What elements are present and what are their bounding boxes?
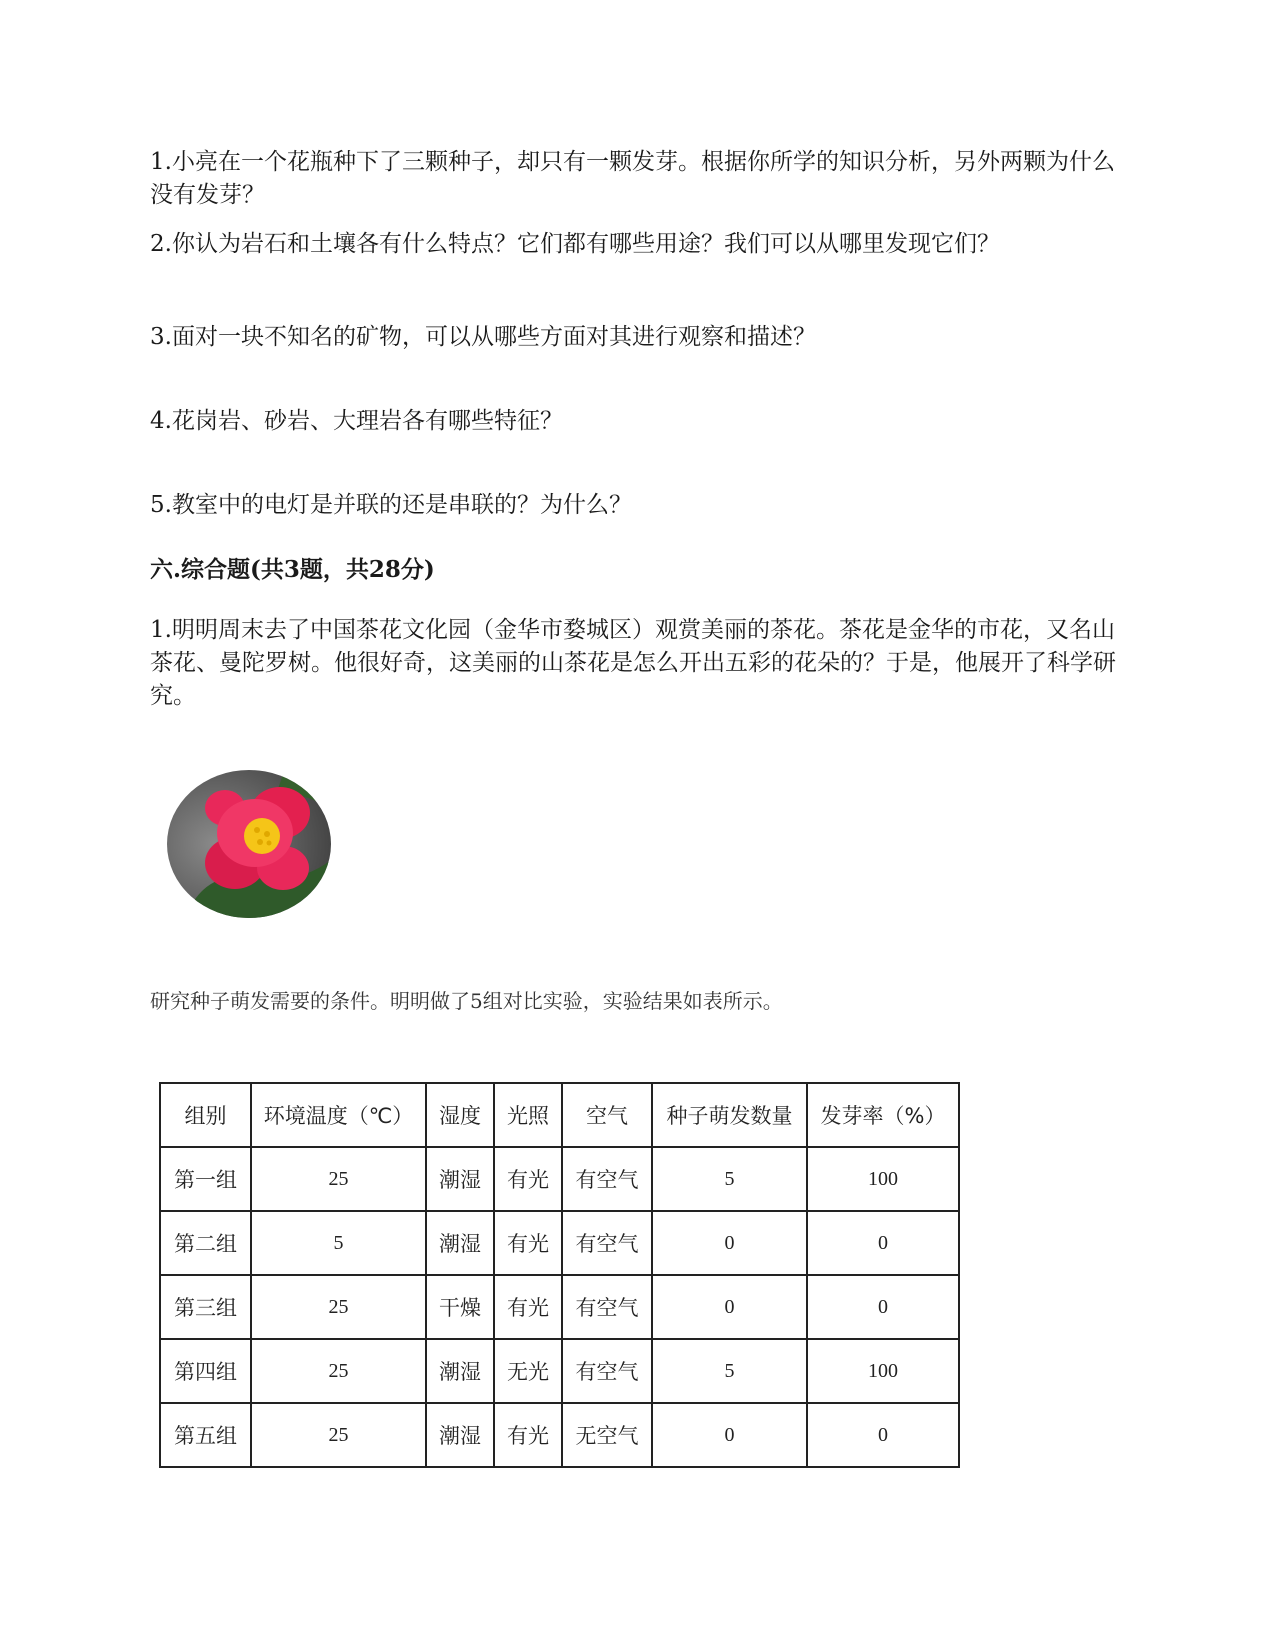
header-air: 空气 (562, 1083, 652, 1147)
camellia-flower-image (165, 768, 333, 920)
cell-group: 第三组 (160, 1275, 251, 1339)
cell-light: 有光 (494, 1211, 562, 1275)
question-2: 2.你认为岩石和土壤各有什么特点？它们都有哪些用途？我们可以从哪里发现它们？ (150, 231, 1000, 257)
cell-group: 第一组 (160, 1147, 251, 1211)
cell-rate: 100 (807, 1147, 959, 1211)
table-row (160, 1211, 959, 1275)
header-light: 光照 (494, 1083, 562, 1147)
header-group: 组别 (160, 1083, 251, 1147)
cell-light: 有光 (494, 1403, 562, 1467)
cell-rate: 0 (807, 1211, 959, 1275)
header-germination-rate: 发芽率（%） (807, 1083, 959, 1147)
cell-temperature: 25 (251, 1275, 426, 1339)
cell-light: 无光 (494, 1339, 562, 1403)
cell-air: 有空气 (562, 1339, 652, 1403)
question-3: 3.面对一块不知名的矿物，可以从哪些方面对其进行观察和描述？ (150, 324, 816, 350)
cell-count: 0 (652, 1403, 807, 1467)
cell-humidity: 潮湿 (426, 1147, 494, 1211)
cell-light: 有光 (494, 1147, 562, 1211)
cell-temperature: 5 (251, 1211, 426, 1275)
header-temperature: 环境温度（℃） (251, 1083, 426, 1147)
cell-humidity: 潮湿 (426, 1211, 494, 1275)
table-row (160, 1403, 959, 1467)
cell-count: 5 (652, 1339, 807, 1403)
cell-rate: 100 (807, 1339, 959, 1403)
table-row (160, 1147, 959, 1211)
cell-humidity: 潮湿 (426, 1339, 494, 1403)
cell-air: 有空气 (562, 1275, 652, 1339)
header-germination-count: 种子萌发数量 (652, 1083, 807, 1147)
cell-group: 第二组 (160, 1211, 251, 1275)
cell-air: 有空气 (562, 1147, 652, 1211)
cell-count: 0 (652, 1211, 807, 1275)
cell-air: 无空气 (562, 1403, 652, 1467)
question-4: 4.花岗岩、砂岩、大理岩各有哪些特征？ (150, 408, 563, 434)
header-humidity: 湿度 (426, 1083, 494, 1147)
cell-group: 第五组 (160, 1403, 251, 1467)
cell-light: 有光 (494, 1275, 562, 1339)
experiment-intro: 研究种子萌发需要的条件。明明做了5组对比实验，实验结果如表所示。 (150, 989, 783, 1013)
cell-rate: 0 (807, 1275, 959, 1339)
table-header-row (160, 1083, 959, 1147)
cell-humidity: 潮湿 (426, 1403, 494, 1467)
cell-temperature: 25 (251, 1339, 426, 1403)
table-row (160, 1339, 959, 1403)
cell-temperature: 25 (251, 1147, 426, 1211)
cell-humidity: 干燥 (426, 1275, 494, 1339)
cell-air: 有空气 (562, 1211, 652, 1275)
question-1: 1.小亮在一个花瓶种下了三颗种子，却只有一颗发芽。根据你所学的知识分析，另外两颗为什么没有发芽？ (150, 149, 1115, 208)
cell-rate: 0 (807, 1403, 959, 1467)
question-5: 5.教室中的电灯是并联的还是串联的？为什么？ (150, 492, 632, 518)
cell-group: 第四组 (160, 1339, 251, 1403)
cell-temperature: 25 (251, 1403, 426, 1467)
section-heading: 六.综合题(共3题，共28分) (150, 556, 435, 583)
table-row (160, 1275, 959, 1339)
cell-count: 0 (652, 1275, 807, 1339)
comprehensive-question-1: 1.明明周末去了中国茶花文化园（金华市婺城区）观赏美丽的茶花。茶花是金华的市花，又名山茶花、曼陀罗树。他很好奇，这美丽的山茶花是怎么开出五彩的花朵的？于是，他展开了科学研究。 (150, 617, 1116, 709)
germination-table (159, 1082, 960, 1468)
cell-count: 5 (652, 1147, 807, 1211)
